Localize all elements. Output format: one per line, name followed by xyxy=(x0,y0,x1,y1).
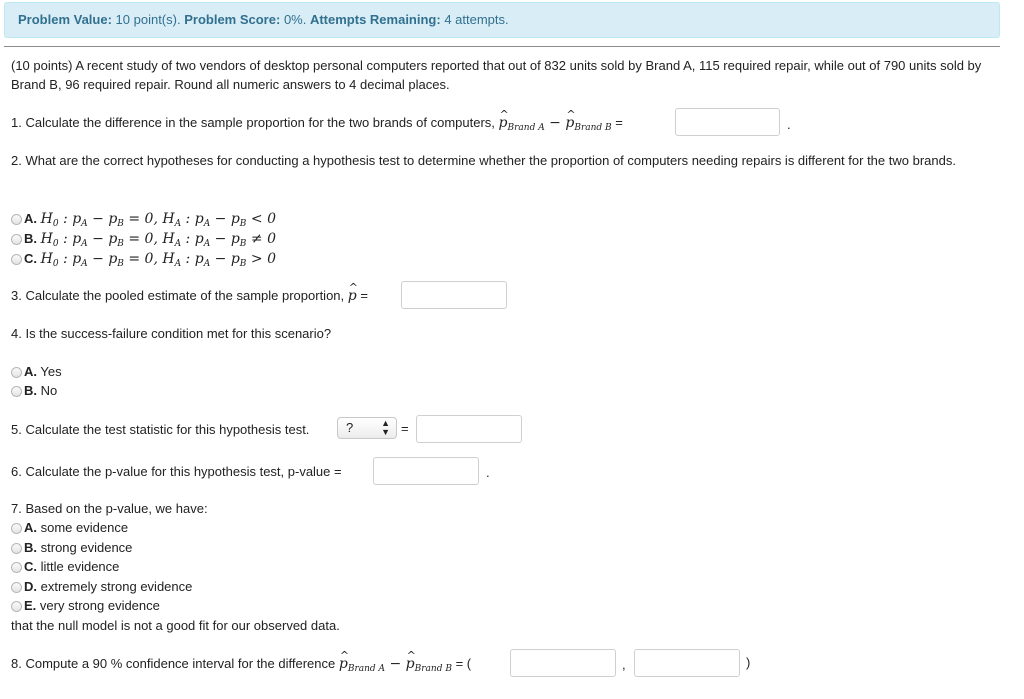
q8-upper-bound-input[interactable] xyxy=(634,649,740,677)
q1-formula: ^ $p_{Brand A}$ − ^ $p_{Brand B}$ xyxy=(499,115,612,131)
option-label: very strong evidence xyxy=(39,598,160,613)
q5-answer-input[interactable] xyxy=(416,415,522,443)
hypothesis-formula: $H_0$ : $p_A - p_B = 0$, $H_A$ : $p_A - p_B > 0$ xyxy=(40,251,276,269)
radio-button[interactable] xyxy=(11,562,22,573)
option-label: extremely strong evidence xyxy=(40,579,193,594)
q7-option-1[interactable] xyxy=(11,538,132,557)
attempts-remaining-label: Attempts Remaining: xyxy=(309,12,441,27)
q5-test-type-select[interactable] xyxy=(337,417,397,439)
q3-equals: = xyxy=(360,288,368,303)
question-6-text: 6. Calculate the p-value for this hypothesis test, p-value = xyxy=(11,464,342,479)
option-letter: B. xyxy=(24,383,37,398)
q7-option-2[interactable] xyxy=(11,557,119,576)
hypothesis-formula: $H_0$ : $p_A - p_B = 0$, $H_A$ : $p_A - p_B < 0$ xyxy=(40,211,276,229)
problem-score: 0%. xyxy=(283,12,307,27)
q2-option-1[interactable] xyxy=(11,229,276,248)
question-1-text: 1. Calculate the difference in the sample proportion for the two brands of computers, xyxy=(11,115,495,130)
question-3-text: 3. Calculate the pooled estimate of the sample proportion, xyxy=(11,288,345,303)
option-letter: C. xyxy=(24,251,37,266)
q6-answer-input[interactable] xyxy=(373,457,479,485)
q4-option-1[interactable] xyxy=(11,381,57,400)
question-7-footer: that the null model is not a good fit for our observed data. xyxy=(11,618,340,633)
q5-select-value: ? xyxy=(346,420,354,435)
radio-button[interactable] xyxy=(11,234,22,245)
q7-option-4[interactable] xyxy=(11,596,160,615)
problem-value: 10 point(s). xyxy=(115,12,181,27)
radio-button[interactable] xyxy=(11,386,22,397)
radio-button[interactable] xyxy=(11,367,22,378)
q6-period: . xyxy=(486,465,490,480)
q3-answer-input[interactable] xyxy=(401,281,507,309)
question-8 xyxy=(11,654,986,679)
q8-equals-paren: = ( xyxy=(455,656,472,671)
radio-button[interactable] xyxy=(11,523,22,534)
option-letter: E. xyxy=(24,598,37,613)
problem-value-label: Problem Value: xyxy=(18,12,112,27)
q4-option-0[interactable] xyxy=(11,362,62,381)
question-4-text: 4. Is the success-failure condition met for this scenario? xyxy=(11,326,332,341)
problem-intro: (10 points) A recent study of two vendors of desktop personal computers reported that out of 832 units sold by Brand A, 115 required repair, while out of 790 units sold by Brand B, 96 required repair. Round all numeric answers to 4 decimal places. xyxy=(11,58,982,92)
option-letter: B. xyxy=(24,231,37,246)
option-letter: D. xyxy=(24,579,37,594)
question-8-text: 8. Compute a 90 % confidence interval for the difference xyxy=(11,656,336,671)
option-letter: A. xyxy=(24,211,37,226)
question-5-text: 5. Calculate the test statistic for this hypothesis test. xyxy=(11,422,310,437)
hypothesis-formula: $H_0$ : $p_A - p_B = 0$, $H_A$ : $p_A - p_B \ne 0$ xyxy=(40,231,276,249)
select-arrows-icon: ▲ ▼ xyxy=(381,418,390,437)
radio-button[interactable] xyxy=(11,543,22,554)
problem-status-banner xyxy=(4,2,1000,38)
q8-comma: , xyxy=(622,657,626,672)
q8-close-paren: ) xyxy=(746,655,751,670)
q1-equals: = xyxy=(615,115,623,130)
q8-lower-bound-input[interactable] xyxy=(510,649,616,677)
q2-option-2[interactable] xyxy=(11,249,276,268)
option-letter: A. xyxy=(24,520,37,535)
radio-button[interactable] xyxy=(11,601,22,612)
option-label: little evidence xyxy=(40,559,120,574)
q2-option-0[interactable] xyxy=(11,209,276,228)
option-label: No xyxy=(40,383,58,398)
option-letter: C. xyxy=(24,559,37,574)
q5-equals: = xyxy=(401,421,409,436)
radio-button[interactable] xyxy=(11,214,22,225)
option-label: some evidence xyxy=(40,520,129,535)
divider xyxy=(4,46,1000,47)
option-letter: B. xyxy=(24,540,37,555)
radio-button[interactable] xyxy=(11,582,22,593)
question-7-text: 7. Based on the p-value, we have: xyxy=(11,501,208,516)
q1-answer-input[interactable] xyxy=(675,108,780,136)
q1-period: . xyxy=(787,117,791,132)
question-1 xyxy=(11,113,986,138)
q8-formula: ^ $p_{Brand A}$ − ^ $p_{Brand B}$ xyxy=(339,656,452,672)
attempts-remaining: 4 attempts. xyxy=(444,12,509,27)
problem-score-label: Problem Score: xyxy=(184,12,281,27)
option-label: strong evidence xyxy=(40,540,133,555)
p-hat-symbol: ^ p xyxy=(348,287,357,306)
q7-option-3[interactable] xyxy=(11,577,192,596)
question-2-text: 2. What are the correct hypotheses for conducting a hypothesis test to determine whether the proportion of computers needing repairs is different for the two brands. xyxy=(11,153,956,168)
option-label: Yes xyxy=(40,364,62,379)
option-letter: A. xyxy=(24,364,37,379)
radio-button[interactable] xyxy=(11,254,22,265)
q7-option-0[interactable] xyxy=(11,518,128,537)
